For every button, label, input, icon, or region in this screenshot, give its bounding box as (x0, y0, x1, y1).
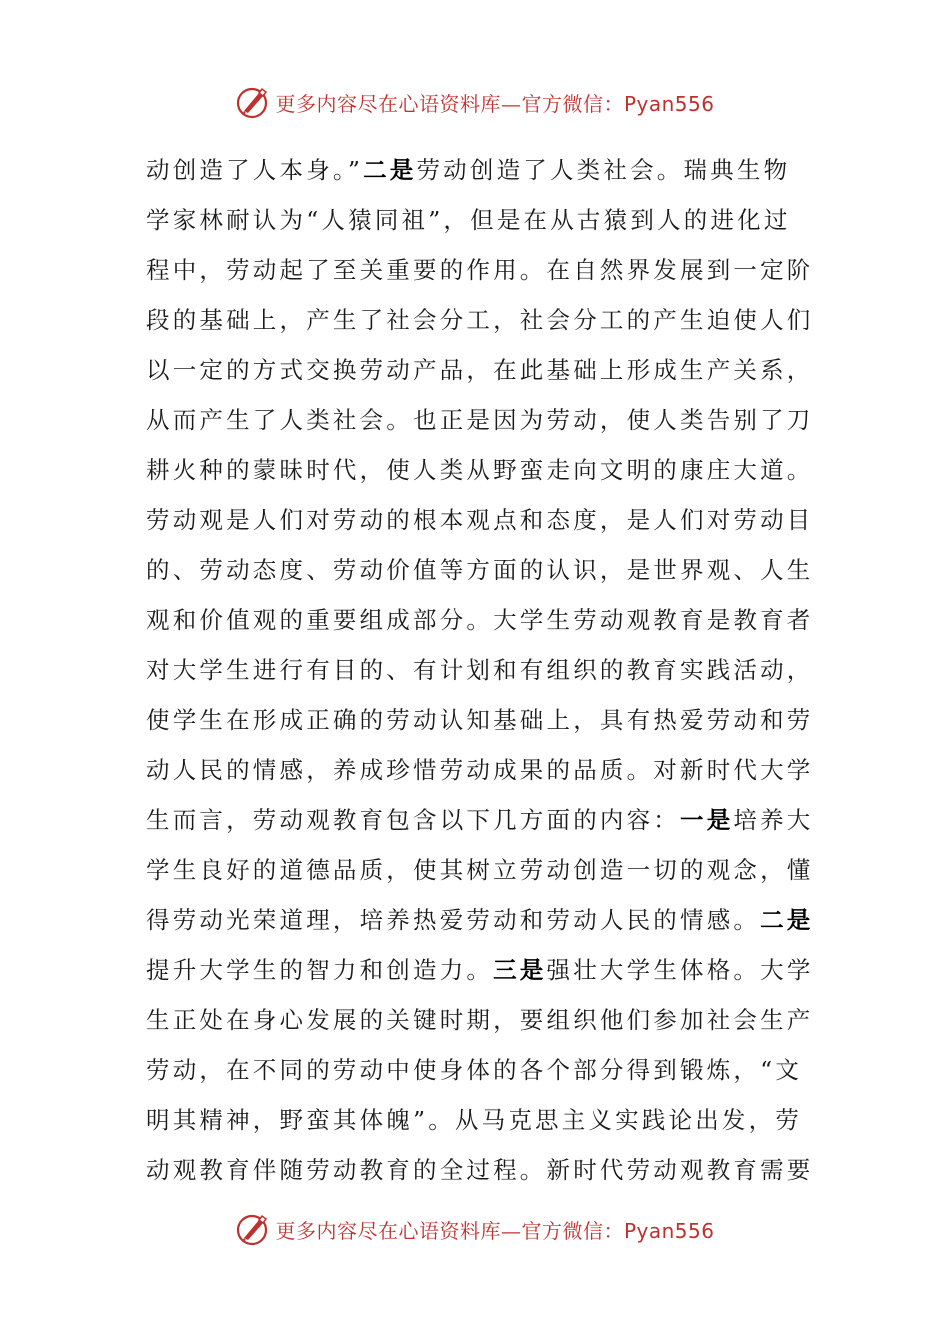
bold-marker: 二是 (363, 156, 417, 184)
text-line (146, 145, 791, 195)
text-span: 使学生在形成正确的劳动认知基础上，具有热爱劳动和劳 (146, 706, 814, 734)
text-span: 段的基础上，产生了社会分工，社会分工的产生迫使人们 (146, 306, 814, 334)
text-line (146, 195, 791, 245)
text-span: 动人民的情感，养成珍惜劳动成果的品质。对新时代大学 (146, 756, 814, 784)
document-body (146, 145, 814, 1195)
text-span: 劳动创造了人类社会。瑞典生物 (416, 156, 791, 184)
text-line (146, 795, 814, 845)
text-span: 动观教育伴随劳动教育的全过程。新时代劳动观教育需要 (146, 1156, 814, 1184)
text-line (146, 645, 814, 695)
text-line (146, 695, 814, 745)
text-line (146, 745, 814, 795)
footer-wechat: 官方微信：Pyan556 (521, 1218, 715, 1243)
text-line (146, 545, 814, 595)
text-span: 生而言，劳动观教育包含以下几方面的内容： (146, 806, 680, 834)
header-wechat: 官方微信：Pyan556 (521, 91, 715, 116)
text-span: 培养大 (733, 806, 814, 834)
text-span: 学生良好的道德品质，使其树立劳动创造一切的观念，懂 (146, 856, 814, 884)
text-line (146, 295, 814, 345)
text-line (146, 495, 814, 545)
text-span: 耕火种的蒙昧时代，使人类从野蛮走向文明的康庄大道。 (146, 456, 814, 484)
bold-marker: 三是 (493, 956, 547, 984)
pen-logo-icon (235, 1211, 271, 1247)
text-span: 强壮大学生体格。大学 (546, 956, 814, 984)
text-line (146, 1145, 814, 1195)
text-line (146, 345, 814, 395)
text-line (146, 845, 814, 895)
text-span: 的、劳动态度、劳动价值等方面的认识，是世界观、人生 (146, 556, 814, 584)
pen-logo-icon (235, 84, 271, 120)
text-span: 对大学生进行有目的、有计划和有组织的教育实践活动， (146, 656, 814, 684)
text-line (146, 245, 814, 295)
text-span: 从而产生了人类社会。也正是因为劳动，使人类告别了刀 (146, 406, 814, 434)
text-line (146, 1095, 803, 1145)
text-span: 劳动，在不同的劳动中使身体的各个部分得到锻炼，“文 (146, 1056, 803, 1084)
footer-watermark (0, 1209, 950, 1249)
text-line (146, 1045, 803, 1095)
text-line (146, 595, 814, 645)
text-span: 动创造了人本身。” (146, 156, 364, 184)
text-span: 明其精神，野蛮其体魄”。从马克思主义实践论出发，劳 (146, 1106, 803, 1134)
header-watermark (0, 82, 950, 122)
text-span: 得劳动光荣道理，培养热爱劳动和劳动人民的情感。 (146, 906, 761, 934)
text-span: 观和价值观的重要组成部分。大学生劳动观教育是教育者 (146, 606, 814, 634)
text-line (146, 895, 814, 945)
text-span: 以一定的方式交换劳动产品，在此基础上形成生产关系， (146, 356, 814, 384)
text-span: 学家林耐认为“人猿同祖”，但是在从古猿到人的进化过 (146, 206, 791, 234)
header-text: 更多内容尽在心语资料库—官方微信：Pyan556 (275, 91, 715, 116)
text-line (146, 945, 814, 995)
footer-text: 更多内容尽在心语资料库—官方微信：Pyan556 (275, 1218, 715, 1243)
text-line (146, 995, 814, 1045)
text-line (146, 445, 814, 495)
text-span: 生正处在身心发展的关键时期，要组织他们参加社会生产 (146, 1006, 814, 1034)
text-span: 程中，劳动起了至关重要的作用。在自然界发展到一定阶 (146, 256, 814, 284)
bold-marker: 二是 (760, 906, 814, 934)
text-span: 劳动观是人们对劳动的根本观点和态度，是人们对劳动目 (146, 506, 814, 534)
text-span: 提升大学生的智力和创造力。 (146, 956, 494, 984)
text-line (146, 395, 814, 445)
bold-marker: 一是 (680, 806, 734, 834)
